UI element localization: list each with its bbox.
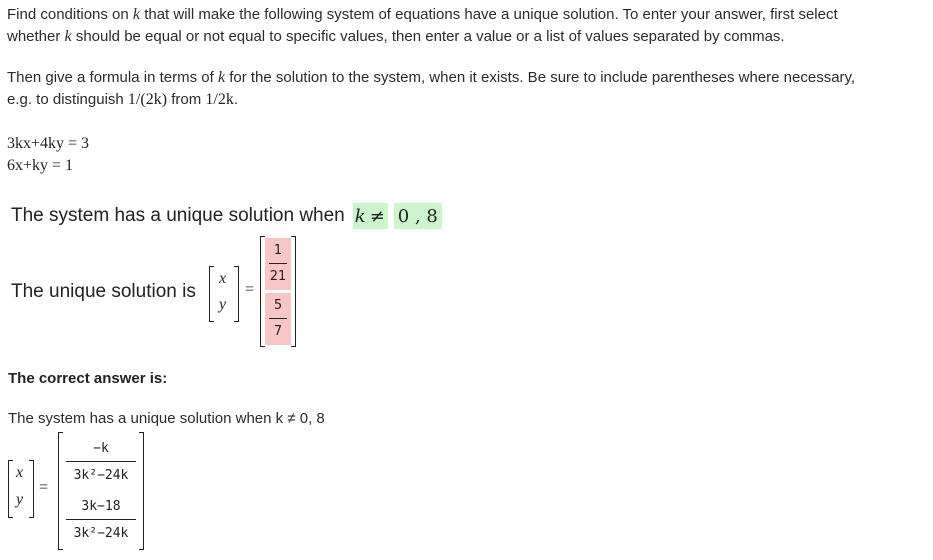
x-numerator: 1	[273, 243, 283, 258]
example-expression-1: 1/(2k)	[127, 91, 168, 108]
x-denominator: 21	[269, 269, 287, 284]
correct-answer-title: The correct answer is:	[8, 370, 168, 387]
math-var-k: k	[132, 6, 141, 23]
correct-y-denominator: 3k²−24k	[73, 526, 129, 541]
instructions-line-2	[7, 26, 927, 48]
math-var-k: k	[64, 28, 72, 45]
fraction-bar	[269, 263, 287, 264]
text: Then give a formula in terms of	[7, 69, 218, 86]
k-values-input[interactable]: 0 , 8	[394, 203, 442, 229]
text: for the solution to the system, when it exists. Be sure to include parentheses where necessary,	[225, 69, 856, 86]
right-bracket	[234, 266, 239, 322]
instructions-line-1	[7, 4, 927, 26]
instructions-line-4	[7, 89, 927, 111]
var-x: x	[16, 464, 24, 481]
unique-solution-label: The unique solution is	[11, 281, 196, 302]
var-y: y	[16, 491, 24, 508]
left-bracket	[8, 460, 13, 518]
solution-vector	[260, 236, 296, 347]
text: e.g. to distinguish	[7, 91, 128, 108]
text: should be equal or not equal to specific values, then enter a value or a list of values separated by commas.	[71, 28, 785, 45]
text: .	[233, 91, 238, 108]
x-solution-input[interactable]	[265, 238, 291, 290]
y-denominator: 7	[273, 324, 283, 339]
instructions-line-3	[7, 67, 927, 89]
answer-line	[11, 201, 442, 231]
example-expression-2: 1/2k	[205, 91, 234, 108]
fraction-bar	[66, 461, 136, 462]
var-x: x	[219, 270, 227, 287]
equals-sign: =	[245, 281, 255, 298]
y-solution-input[interactable]	[265, 293, 291, 345]
instructions-paragraph-2	[7, 67, 927, 111]
answer-prefix-text: The system has a unique solution when	[11, 205, 345, 226]
equals-sign: =	[39, 479, 49, 496]
not-equal-operator: ≠	[369, 205, 385, 227]
fraction-bar	[66, 519, 136, 520]
y-numerator: 5	[273, 298, 283, 313]
correct-x-denominator: 3k²−24k	[73, 468, 129, 483]
equation-2: 6x+ky = 1	[7, 157, 74, 174]
text: whether	[7, 28, 65, 45]
correct-solution-vector	[58, 432, 144, 550]
text: from	[167, 91, 206, 108]
fraction-bar	[269, 318, 287, 319]
math-var-k: k	[217, 69, 226, 86]
right-bracket	[29, 460, 34, 518]
correct-y-numerator: 3k−18	[81, 499, 121, 514]
correct-x-numerator: −k	[93, 441, 109, 456]
right-bracket	[291, 236, 296, 347]
instructions-paragraph-1	[7, 4, 927, 48]
math-var-k: k	[354, 205, 366, 227]
text: Find conditions on	[7, 6, 133, 23]
left-bracket	[209, 266, 214, 322]
correct-variable-vector	[8, 460, 34, 518]
inequality-select[interactable]	[353, 203, 388, 229]
variable-vector	[209, 266, 239, 322]
correct-answer-line: The system has a unique solution when k ≠ 0, 8	[8, 410, 325, 427]
var-y: y	[219, 296, 227, 313]
equation-system	[7, 133, 89, 177]
equation-1: 3kx+4ky = 3	[7, 135, 90, 152]
text: that will make the following system of equations have a unique solution. To enter your answer, first select	[140, 6, 838, 23]
